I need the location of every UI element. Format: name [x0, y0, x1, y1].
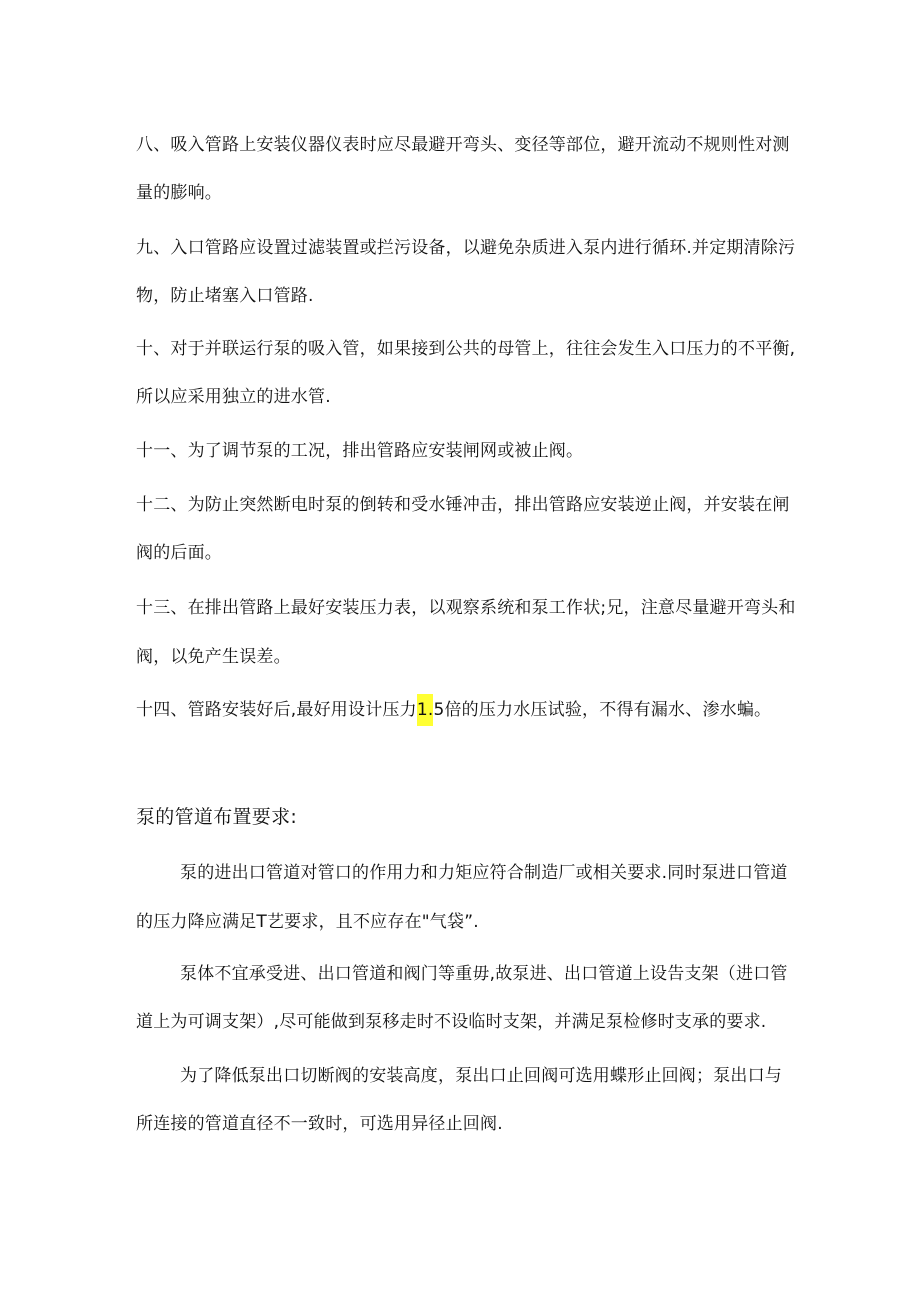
item-14-text-before: 十四、管路安装好后,最好用设计压力 [136, 700, 417, 720]
paragraph-3-line-1: 为了降低泵出口切断阀的安装高度，泵出口止回阀可选用蝶形止回阀；泵出口与 [180, 1066, 782, 1086]
item-11-line-1: 十一、为了调节泵的工况，排出管路应安装闸网或被止阀。 [136, 441, 584, 461]
item-9-line-1: 九、入口管路应设置过滤装置或拦污设备，以避免杂质进入泵内进行循环.并定期清除污 [136, 238, 796, 258]
paragraph-1-line-1: 泵的进出口管道对管口的作用力和力矩应符合制造厂或相关要求.同时泵进口管道 [180, 863, 788, 883]
item-14-text-after: 5倍的压力水压试验，不得有漏水、渗水蝙。 [433, 700, 772, 720]
item-12-line-2: 阀的后面。 [136, 543, 222, 563]
highlighted-value: 1. [417, 694, 434, 726]
paragraph-2-line-1: 泵体不宜承受进、出口管道和阀门等重毋,故泵进、出口管道上设告支架（进口管 [180, 964, 788, 984]
paragraph-1-line-2: 的压力降应满足T艺要求，且不应存在"气袋”. [136, 912, 479, 932]
item-8-line-1: 八、吸入管路上安装仪器仪表时应尽最避开弯头、变径等部位，避开流动不规则性对测 [136, 135, 790, 155]
item-9-line-2: 物，防止堵塞入口管路. [136, 286, 314, 306]
item-13-line-1: 十三、在排出管路上最好安装压力表，以观察系统和泵工作状;兄，注意尽量避开弯头和 [136, 598, 796, 618]
item-14-line-1 [136, 698, 796, 722]
section-title: 泵的管道布置要求: [136, 806, 298, 828]
item-10-line-1: 十、对于并联运行泵的吸入管，如果接到公共的母管上，往往会发生入口压力的不平衡, [136, 339, 796, 359]
paragraph-3-line-2: 所连接的管道直径不一致时，可选用异径止回阀. [136, 1114, 503, 1134]
item-12-line-1: 十二、为防止突然断电时泵的倒转和受水锤冲击，排出管路应安装逆止阀，并安装在闸 [136, 495, 790, 515]
item-13-line-2: 阀，以免产生误差。 [136, 647, 291, 667]
paragraph-2-line-2: 道上为可调支架）,尽可能做到泵移走时不设临时支架，并满足泵检修时支承的要求. [136, 1012, 767, 1032]
item-10-line-2: 所以应采用独立的进水管. [136, 387, 331, 407]
item-8-line-2: 量的膨响。 [136, 183, 222, 203]
